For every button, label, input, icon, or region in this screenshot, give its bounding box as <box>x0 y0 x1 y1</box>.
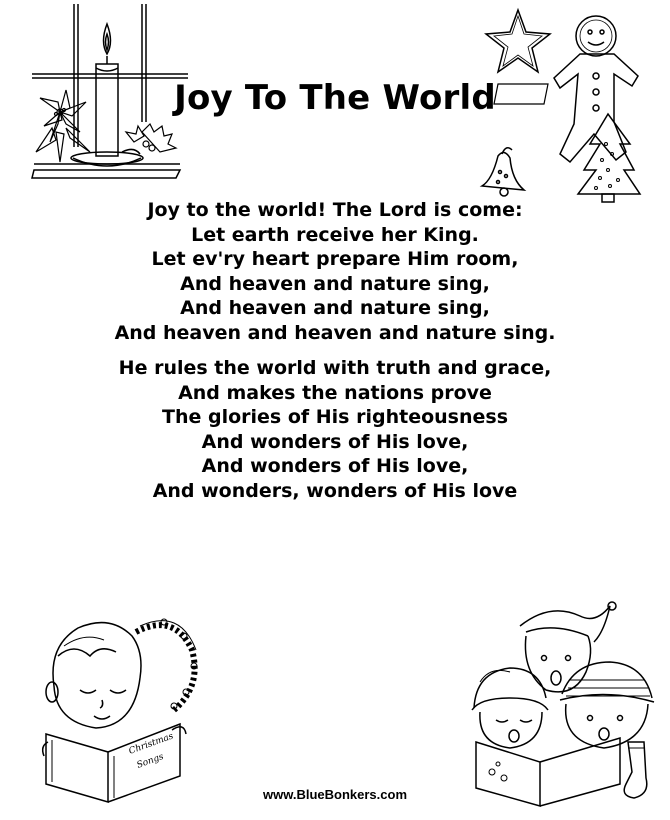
lyric-line: Joy to the world! The Lord is come: <box>147 199 523 221</box>
lyric-line: And heaven and nature sing, <box>180 297 490 319</box>
website-url: www.BlueBonkers.com <box>263 787 407 802</box>
carolers-illustration <box>470 602 660 806</box>
book-cover-text-line1: Christmas <box>127 731 175 757</box>
verse-2 <box>0 356 670 503</box>
lyric-line: The glories of His righteousness <box>161 406 509 428</box>
lyric-line: Let earth receive her King. <box>191 223 479 246</box>
lyric-line: And wonders of His love, <box>201 430 469 453</box>
lyric-line: And heaven and nature sing, <box>180 272 490 295</box>
verse-1 <box>0 198 670 345</box>
lyric-line: He rules the world with truth and grace, <box>118 357 552 379</box>
lyric-line: And makes the nations prove <box>178 381 492 404</box>
lyric-line: And heaven and heaven and nature sing. <box>114 321 556 344</box>
boy-reading-illustration <box>44 606 204 806</box>
book-cover-text-line2: Songs <box>135 751 166 771</box>
lyric-line: Let ev'ry heart prepare Him room, <box>151 248 519 270</box>
lyric-line: And wonders, wonders of His love <box>152 479 518 502</box>
lyric-line: And wonders of His love, <box>201 455 469 477</box>
song-title: Joy To The World <box>174 78 496 118</box>
